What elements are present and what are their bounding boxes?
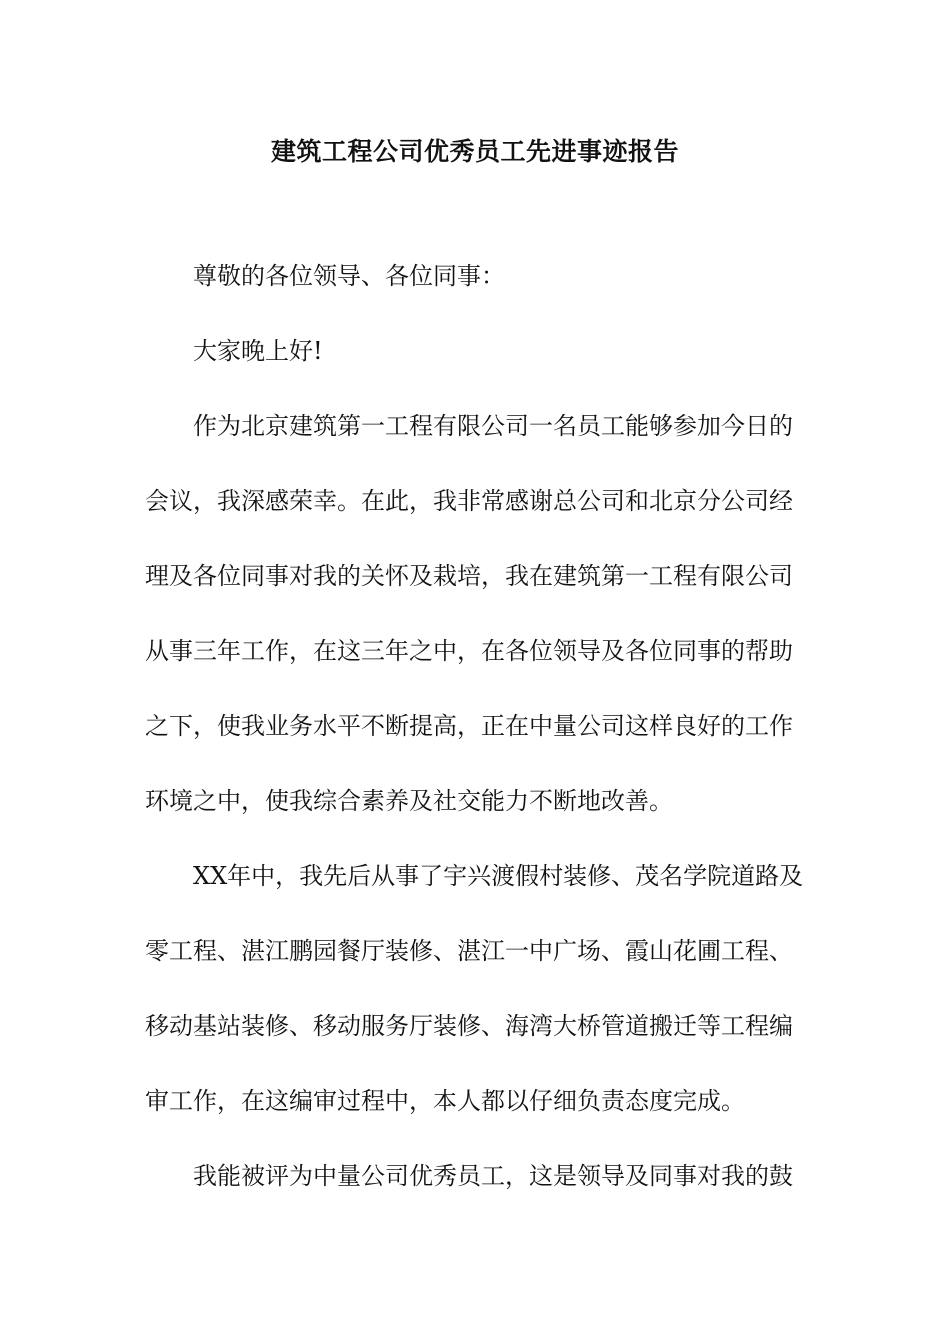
paragraph-1-line-4: 从事三年工作，在这三年之中，在各位领导及各位同事的帮助: [145, 637, 793, 665]
paragraph-2-line-2: 零工程、湛江鹏园餐厅装修、湛江一中广场、霞山花圃工程、: [145, 937, 793, 965]
paragraph-2-line-4: 审工作，在这编审过程中，本人都以仔细负责态度完成。: [145, 1087, 745, 1115]
greeting-line: 大家晚上好!: [193, 337, 323, 365]
paragraph-1-line-1: 作为北京建筑第一工程有限公司一名员工能够参加今日的: [193, 412, 793, 440]
paragraph-1-line-3: 理及各位同事对我的关怀及栽培，我在建筑第一工程有限公司: [145, 562, 793, 590]
paragraph-1-line-5: 之下，使我业务水平不断提高，正在中量公司这样良好的工作: [145, 712, 793, 740]
paragraph-2-line-1: XX年中，我先后从事了宇兴渡假村装修、茂名学院道路及: [193, 862, 804, 890]
document-title: 建筑工程公司优秀员工先进事迹报告: [270, 137, 679, 166]
paragraph-3-line-1: 我能被评为中量公司优秀员工，这是领导及同事对我的鼓: [193, 1162, 793, 1190]
paragraph-1-line-6: 环境之中，使我综合素养及社交能力不断地改善。: [145, 787, 673, 815]
salutation-line: 尊敬的各位领导、各位同事：: [193, 262, 505, 290]
paragraph-1-line-2: 会议，我深感荣幸。在此，我非常感谢总公司和北京分公司经: [145, 487, 793, 515]
paragraph-2-line-3: 移动基站装修、移动服务厅装修、海湾大桥管道搬迁等工程编: [145, 1012, 793, 1040]
